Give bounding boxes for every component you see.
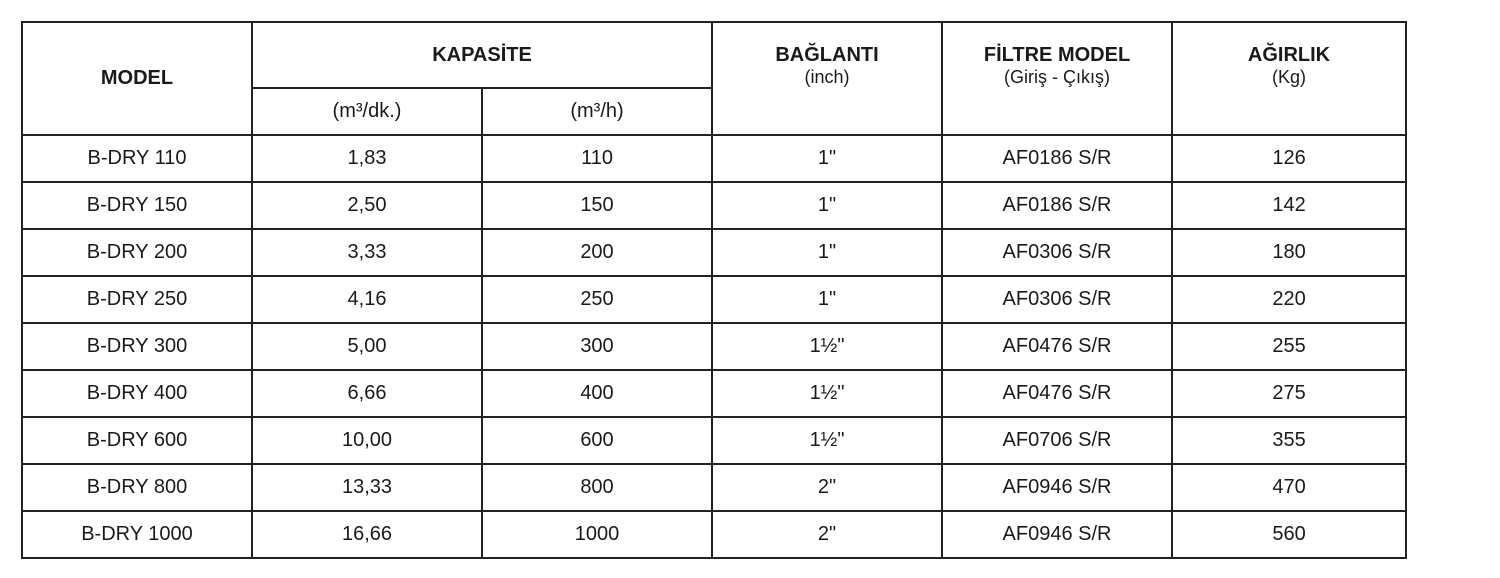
header-filtre-title: FİLTRE MODEL (983, 43, 1131, 66)
cell-filter-model: AF0306 S/R (942, 229, 1172, 276)
cell-filter-model: AF0476 S/R (942, 370, 1172, 417)
cell-capacity-m3h: 250 (482, 276, 712, 323)
cell-connection: 1" (712, 135, 942, 182)
cell-filter-model: AF0706 S/R (942, 417, 1172, 464)
spec-table (21, 21, 1407, 559)
header-baglanti-unit: (inch) (804, 66, 850, 87)
cell-model: B-DRY 110 (22, 135, 252, 182)
cell-weight: 180 (1172, 229, 1406, 276)
cell-model: B-DRY 250 (22, 276, 252, 323)
table-row (22, 135, 1406, 182)
cell-model: B-DRY 400 (22, 370, 252, 417)
table-row (22, 182, 1406, 229)
cell-capacity-m3h: 110 (482, 135, 712, 182)
cell-capacity-m3dk: 4,16 (252, 276, 482, 323)
cell-connection: 2" (712, 464, 942, 511)
cell-capacity-m3h: 600 (482, 417, 712, 464)
cell-model: B-DRY 600 (22, 417, 252, 464)
table-row (22, 323, 1406, 370)
cell-capacity-m3h: 1000 (482, 511, 712, 558)
header-kapasite-unit-m3dk: (m³/dk.) (252, 88, 482, 135)
header-row (22, 22, 1406, 88)
cell-weight: 220 (1172, 276, 1406, 323)
header-kapasite-unit-m3h: (m³/h) (482, 88, 712, 135)
table-row (22, 370, 1406, 417)
table-row (22, 229, 1406, 276)
cell-connection: 1" (712, 229, 942, 276)
cell-connection: 1" (712, 182, 942, 229)
cell-capacity-m3dk: 10,00 (252, 417, 482, 464)
cell-capacity-m3dk: 13,33 (252, 464, 482, 511)
cell-capacity-m3dk: 1,83 (252, 135, 482, 182)
cell-filter-model: AF0306 S/R (942, 276, 1172, 323)
cell-filter-model: AF0476 S/R (942, 323, 1172, 370)
cell-capacity-m3dk: 6,66 (252, 370, 482, 417)
table-row (22, 464, 1406, 511)
header-agirlik-title: AĞIRLIK (1247, 43, 1331, 66)
cell-model: B-DRY 1000 (22, 511, 252, 558)
cell-capacity-m3dk: 5,00 (252, 323, 482, 370)
table-row (22, 276, 1406, 323)
cell-capacity-m3h: 200 (482, 229, 712, 276)
table-row (22, 417, 1406, 464)
spec-table-container (21, 21, 1405, 559)
cell-model: B-DRY 800 (22, 464, 252, 511)
cell-model: B-DRY 150 (22, 182, 252, 229)
table-row (22, 511, 1406, 558)
cell-capacity-m3h: 400 (482, 370, 712, 417)
header-model: MODEL (22, 22, 252, 135)
cell-filter-model: AF0946 S/R (942, 464, 1172, 511)
cell-filter-model: AF0946 S/R (942, 511, 1172, 558)
cell-capacity-m3dk: 3,33 (252, 229, 482, 276)
cell-filter-model: AF0186 S/R (942, 182, 1172, 229)
cell-weight: 255 (1172, 323, 1406, 370)
cell-weight: 126 (1172, 135, 1406, 182)
cell-weight: 355 (1172, 417, 1406, 464)
cell-weight: 560 (1172, 511, 1406, 558)
cell-weight: 142 (1172, 182, 1406, 229)
header-baglanti-title: BAĞLANTI (775, 43, 879, 66)
header-baglanti (712, 22, 942, 135)
cell-capacity-m3h: 150 (482, 182, 712, 229)
cell-weight: 275 (1172, 370, 1406, 417)
cell-connection: 1" (712, 276, 942, 323)
header-agirlik-unit: (Kg) (1272, 66, 1307, 87)
header-kapasite: KAPASİTE (252, 22, 712, 88)
cell-connection: 2" (712, 511, 942, 558)
cell-capacity-m3h: 300 (482, 323, 712, 370)
cell-capacity-m3dk: 2,50 (252, 182, 482, 229)
header-filtre (942, 22, 1172, 135)
cell-model: B-DRY 300 (22, 323, 252, 370)
cell-capacity-m3dk: 16,66 (252, 511, 482, 558)
cell-connection: 1½" (712, 370, 942, 417)
cell-weight: 470 (1172, 464, 1406, 511)
header-filtre-unit: (Giriş - Çıkış) (1004, 66, 1110, 87)
cell-connection: 1½" (712, 417, 942, 464)
spec-table-body (22, 135, 1406, 558)
cell-capacity-m3h: 800 (482, 464, 712, 511)
header-agirlik (1172, 22, 1406, 135)
cell-filter-model: AF0186 S/R (942, 135, 1172, 182)
cell-connection: 1½" (712, 323, 942, 370)
cell-model: B-DRY 200 (22, 229, 252, 276)
